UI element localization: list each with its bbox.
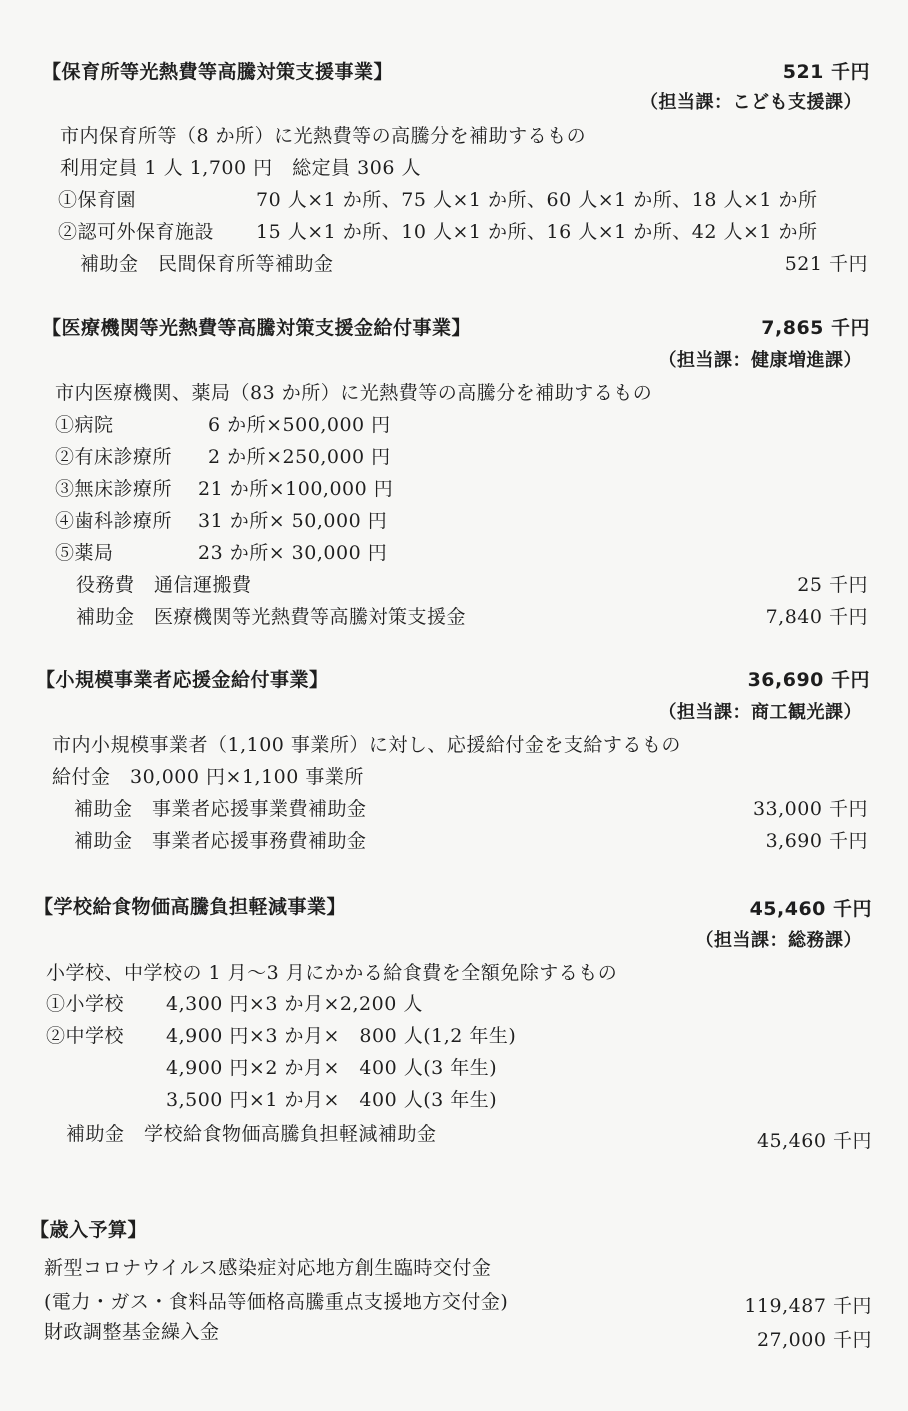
section-amount: 521 千円 [782, 61, 870, 83]
item-detail: 2 か所×250,000 円 [208, 446, 391, 468]
revenue-line: 新型コロナウイルス感染症対応地方創生臨時交付金 [44, 1257, 492, 1279]
department-label: （担当課：こども支援課） [640, 92, 862, 113]
item-detail: 3,500 円×1 か月× 400 人(3 年生) [166, 1089, 498, 1111]
department-label: （担当課：健康増進課） [658, 350, 862, 371]
item-detail: 6 か所×500,000 円 [208, 414, 391, 436]
section-amount: 45,460 千円 [749, 898, 872, 920]
item-detail: 4,300 円×3 か月×2,200 人 [166, 993, 423, 1015]
item-label: ③無床診療所 [55, 478, 173, 500]
item-label: ②有床診療所 [55, 446, 173, 468]
item-detail: 15 人×1 か所、10 人×1 か所、16 人×1 か所、42 人×1 か所 [256, 221, 818, 243]
revenue-line: 財政調整基金繰入金 [44, 1321, 220, 1343]
budget-line-label: 役務費 通信運搬費 [76, 574, 252, 596]
rate-line: 利用定員 1 人 1,700 円 総定員 306 人 [60, 157, 421, 179]
section-title: 【学校給食物価高騰負担軽減事業】 [34, 896, 347, 918]
item-label: ②中学校 [46, 1025, 125, 1047]
rate-line: 給付金 30,000 円×1,100 事業所 [52, 766, 364, 788]
description: 市内医療機関、薬局（83 か所）に光熱費等の高騰分を補助するもの [55, 382, 653, 404]
budget-line-amount: 25 千円 [797, 574, 868, 596]
section-title: 【保育所等光熱費等高騰対策支援事業】 [42, 61, 394, 83]
revenue-line: (電力・ガス・食料品等価格高騰重点支援地方交付金) [44, 1291, 509, 1313]
budget-line-label: 補助金 事業者応援事務費補助金 [74, 830, 367, 852]
item-label: ⑤薬局 [55, 542, 114, 564]
item-label: ①小学校 [46, 993, 125, 1015]
section-title: 【医療機関等光熱費等高騰対策支援金給付事業】 [42, 317, 472, 339]
budget-line-amount: 33,000 千円 [752, 798, 868, 820]
item-label: ①保育園 [58, 189, 137, 211]
description: 市内小規模事業者（1,100 事業所）に対し、応援給付金を支給するもの [52, 734, 681, 756]
department-label: （担当課：商工観光課） [658, 702, 862, 723]
department-label: （担当課：総務課） [695, 930, 862, 951]
revenue-amount: 27,000 千円 [756, 1329, 872, 1351]
revenue-amount: 119,487 千円 [744, 1295, 872, 1317]
section-amount: 36,690 千円 [747, 669, 870, 691]
description: 小学校、中学校の 1 月～3 月にかかる給食費を全額免除するもの [46, 962, 618, 984]
budget-line-amount: 7,840 千円 [765, 606, 868, 628]
item-detail: 21 か所×100,000 円 [198, 478, 394, 500]
budget-line-label: 補助金 医療機関等光熱費等高騰対策支援金 [76, 606, 467, 628]
item-label: ④歯科診療所 [55, 510, 173, 532]
item-label: ②認可外保育施設 [58, 221, 215, 243]
budget-line-amount: 3,690 千円 [765, 830, 868, 852]
item-detail: 4,900 円×2 か月× 400 人(3 年生) [166, 1057, 498, 1079]
item-detail: 31 か所× 50,000 円 [198, 510, 388, 532]
budget-line-label: 補助金 事業者応援事業費補助金 [74, 798, 367, 820]
section-title: 【小規模事業者応援金給付事業】 [36, 669, 329, 691]
budget-line-label: 補助金 学校給食物価高騰負担軽減補助金 [66, 1123, 437, 1145]
item-label: ①病院 [55, 414, 114, 436]
section-title: 【歳入予算】 [30, 1219, 148, 1241]
item-detail: 4,900 円×3 か月× 800 人(1,2 年生) [166, 1025, 517, 1047]
budget-line-amount: 45,460 千円 [756, 1130, 872, 1152]
description: 市内保育所等（8 か所）に光熱費等の高騰分を補助するもの [60, 125, 587, 147]
item-detail: 70 人×1 か所、75 人×1 か所、60 人×1 か所、18 人×1 か所 [256, 189, 818, 211]
budget-line-amount: 521 千円 [784, 253, 868, 275]
item-detail: 23 か所× 30,000 円 [198, 542, 388, 564]
budget-line-label: 補助金 民間保育所等補助金 [80, 253, 334, 275]
section-amount: 7,865 千円 [761, 317, 870, 339]
